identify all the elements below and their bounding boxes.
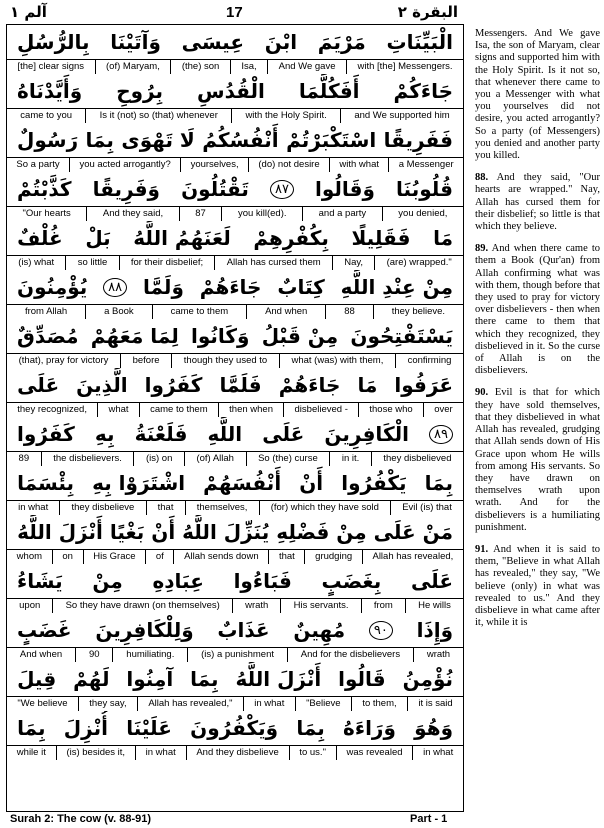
verse-number-marker: ٨٧ bbox=[270, 180, 294, 199]
arabic-word: مِنْ عِنْدِ اللَّهِ bbox=[340, 275, 453, 299]
arabic-word: رَسُولٌ bbox=[17, 128, 79, 152]
translation-column bbox=[475, 28, 600, 639]
verse-number: 90. bbox=[475, 387, 489, 399]
verse-row bbox=[7, 123, 463, 172]
word-gloss: And for the disbelievers bbox=[287, 648, 413, 662]
word-gloss: they believe. bbox=[373, 305, 463, 319]
word-gloss: (for) which they have sold bbox=[259, 501, 391, 515]
arabic-word: لَا تَهْوَى bbox=[121, 128, 195, 152]
verse-text: Messengers. And We gave Isa, the son of Maryam, clear signs and supported him with the Holy Spirit. Is it not so, that whenever there came to you a Messenger with what you yourselves did not desire, you acted arrogantly? So a party (of Messengers) you denied and another party you killed. bbox=[475, 28, 600, 162]
arabic-word: بِمَا bbox=[424, 471, 453, 495]
verse-text: And they said, "Our hearts are wrapped." Nay, Allah has cursed them for their disbelief; so little is that which they believe. bbox=[475, 172, 600, 233]
arabic-line bbox=[7, 74, 463, 108]
word-gloss: with what bbox=[329, 158, 388, 172]
word-gloss: to them, bbox=[351, 697, 407, 711]
word-translation-line bbox=[7, 59, 463, 74]
word-translation-line bbox=[7, 696, 463, 711]
word-gloss: His Grace bbox=[83, 550, 146, 564]
word-gloss: He wills bbox=[405, 599, 463, 613]
arabic-word: فَلَعْنَةُ bbox=[134, 422, 188, 446]
word-gloss: they disbelieved bbox=[371, 452, 463, 466]
word-gloss: a Messenger bbox=[388, 158, 463, 172]
arabic-word: يُنَزِّلَ اللَّهُ bbox=[182, 520, 270, 544]
arabic-word: اللَّهِ bbox=[207, 422, 243, 446]
arabic-line bbox=[7, 270, 463, 304]
arabic-word: أَنْ bbox=[151, 520, 176, 544]
arabic-word: كَفَرُوا bbox=[144, 373, 203, 397]
word-translation-line bbox=[7, 549, 463, 564]
word-translation-line bbox=[7, 157, 463, 172]
arabic-word: مَا bbox=[433, 226, 453, 250]
word-translation-line bbox=[7, 353, 463, 368]
word-translation-line bbox=[7, 451, 463, 466]
arabic-word: الَّذِينَ bbox=[76, 373, 128, 397]
word-gloss: wrath bbox=[232, 599, 281, 613]
arabic-word: أَفَكُلَّمَا bbox=[298, 79, 360, 103]
arabic-word: اشْتَرَوْا بِهِ bbox=[92, 471, 186, 495]
arabic-word: آمِنُوا bbox=[126, 667, 174, 691]
translation-paragraph bbox=[475, 243, 600, 377]
arabic-word: يَكْفُرُوا bbox=[341, 471, 407, 495]
arabic-word: بِمَا bbox=[190, 667, 219, 691]
word-gloss: Allah has cursed them bbox=[214, 256, 332, 270]
verse-row bbox=[7, 662, 463, 711]
arabic-word: الْبَيِّنَاتِ bbox=[386, 30, 453, 54]
word-gloss: came to you bbox=[20, 110, 73, 121]
arabic-word: يَشَاءُ bbox=[17, 569, 63, 593]
word-translation-line bbox=[7, 402, 463, 417]
word-gloss: So (the) curse bbox=[246, 452, 330, 466]
arabic-word: جَاءَكُمْ bbox=[393, 79, 453, 103]
arabic-word: وَرَاءَهُ bbox=[343, 716, 396, 740]
arabic-word: كَفَرُوا bbox=[17, 422, 75, 446]
word-translation-line bbox=[7, 255, 463, 270]
arabic-word: مَنْ bbox=[422, 520, 453, 544]
word-gloss: from Allah bbox=[24, 306, 68, 317]
juz-label: آلم ١ bbox=[10, 3, 47, 21]
word-gloss: "We believe bbox=[17, 698, 68, 709]
word-gloss: whom bbox=[16, 551, 43, 562]
arabic-word: جَاءَهُمْ bbox=[278, 373, 341, 397]
word-gloss: 90 bbox=[75, 648, 112, 662]
word-gloss: on bbox=[52, 550, 83, 564]
verse-text: And when there came to them a Book (Qur'an) from Allah confirming what was with them, though before that they used to pray for victory over disbelievers - then when there came to them that which they recognized, they disbelieved in it. So the curse of Allah is on the disbelievers. bbox=[475, 243, 600, 377]
arabic-word: لَهُمْ bbox=[73, 667, 110, 691]
arabic-word: بِكُفْرِهِمْ bbox=[253, 226, 329, 250]
arabic-word: بَلْ bbox=[85, 226, 111, 250]
word-gloss: yourselves, bbox=[180, 158, 248, 172]
word-gloss: "Our hearts bbox=[22, 208, 71, 219]
word-gloss: (of) Maryam, bbox=[95, 60, 171, 74]
word-gloss: confirming bbox=[395, 354, 463, 368]
arabic-word: عَذَابٌ bbox=[217, 618, 270, 642]
word-gloss: you acted arrogantly? bbox=[69, 158, 180, 172]
page-number: 17 bbox=[226, 4, 243, 21]
arabic-word: وَكَانُوا bbox=[190, 324, 250, 348]
word-gloss: in what bbox=[412, 746, 463, 760]
verse-row bbox=[7, 172, 463, 221]
word-gloss: to us." bbox=[289, 746, 336, 760]
word-gloss: so little bbox=[65, 256, 118, 270]
word-translation-line bbox=[7, 206, 463, 221]
word-gloss: humiliating. bbox=[112, 648, 187, 662]
word-gloss: in what bbox=[243, 697, 295, 711]
arabic-word: أُنْزِلَ bbox=[63, 716, 108, 740]
word-gloss: and a party bbox=[302, 207, 382, 221]
arabic-word: وَأَيَّدْنَاهُ bbox=[17, 79, 83, 103]
translation-paragraph bbox=[475, 387, 600, 533]
arabic-line bbox=[7, 564, 463, 598]
translation-paragraph bbox=[475, 544, 600, 629]
arabic-word: لَعَنَهُمُ اللَّهُ bbox=[133, 226, 231, 250]
verse-row bbox=[7, 564, 463, 613]
word-gloss: (is) on bbox=[133, 452, 184, 466]
word-gloss: those who bbox=[358, 403, 423, 417]
word-gloss: Allah sends down bbox=[173, 550, 268, 564]
arabic-word: يُؤْمِنُونَ bbox=[17, 275, 88, 299]
arabic-word: أَنْزَلَ اللَّهُ bbox=[17, 520, 103, 544]
verse-row bbox=[7, 466, 463, 515]
arabic-word: بِمَا bbox=[85, 128, 114, 152]
word-gloss: though they used to bbox=[171, 354, 279, 368]
word-gloss: you kill(ed). bbox=[221, 207, 302, 221]
word-gloss: (of) Allah bbox=[184, 452, 246, 466]
arabic-word: عَلَى bbox=[17, 373, 60, 397]
surah-footer: Surah 2: The cow (v. 88-91) bbox=[10, 813, 152, 825]
arabic-word: بِالرُّسُلِ bbox=[17, 30, 90, 54]
word-gloss: (that), pray for victory bbox=[18, 355, 109, 366]
word-gloss: in it. bbox=[329, 452, 371, 466]
arabic-line bbox=[7, 417, 463, 451]
arabic-word: عَرَفُوا bbox=[394, 373, 453, 397]
verse-row bbox=[7, 711, 463, 760]
verse-row bbox=[7, 417, 463, 466]
arabic-word: وَآتَيْنَا bbox=[110, 30, 161, 54]
word-gloss: Isa, bbox=[230, 60, 267, 74]
word-gloss: themselves, bbox=[185, 501, 259, 515]
arabic-word: كَذَّبْتُمْ bbox=[17, 177, 72, 201]
arabic-word: مُصَدِّقٌ bbox=[17, 324, 79, 348]
part-footer: Part - 1 bbox=[410, 813, 448, 825]
arabic-word: وَلِلْكَافِرِينَ bbox=[95, 618, 194, 642]
arabic-word: جَاءَهُمْ bbox=[199, 275, 262, 299]
arabic-word: مَرْيَمَ bbox=[317, 30, 366, 54]
word-gloss: from bbox=[361, 599, 405, 613]
word-gloss: "Believe bbox=[295, 697, 351, 711]
word-gloss: with the Holy Spirit. bbox=[231, 109, 340, 123]
arabic-word: بَغْيًا bbox=[109, 520, 145, 544]
word-gloss: with [the] Messengers. bbox=[346, 60, 463, 74]
arabic-line bbox=[7, 662, 463, 696]
word-gloss: Allah has revealed, bbox=[362, 550, 463, 564]
word-gloss: that bbox=[268, 550, 304, 564]
word-gloss: And they said, bbox=[86, 207, 178, 221]
word-translation-line bbox=[7, 304, 463, 319]
arabic-word: أَنْزَلَ اللَّهُ bbox=[235, 667, 322, 691]
word-gloss: wrath bbox=[413, 648, 463, 662]
arabic-word: وَلَمَّا bbox=[143, 275, 184, 299]
arabic-word: ابْنَ bbox=[264, 30, 298, 54]
verse-row bbox=[7, 221, 463, 270]
arabic-line bbox=[7, 25, 463, 59]
word-gloss: for their disbelief; bbox=[119, 256, 215, 270]
arabic-word: عِيسَى bbox=[181, 30, 245, 54]
word-gloss: disbelieved - bbox=[283, 403, 358, 417]
verse-number-marker: ٩٠ bbox=[369, 621, 393, 640]
arabic-line bbox=[7, 319, 463, 353]
verse-number: 91. bbox=[475, 543, 489, 555]
word-gloss: in what bbox=[135, 746, 186, 760]
arabic-word: بِئْسَمَا bbox=[17, 471, 75, 495]
word-gloss: His servants. bbox=[280, 599, 360, 613]
word-gloss: (do) not desire bbox=[248, 158, 329, 172]
arabic-word: بِمَا bbox=[17, 716, 46, 740]
verse-number-marker: ٨٨ bbox=[103, 278, 127, 297]
arabic-word: قِيلَ bbox=[17, 667, 57, 691]
verse-text: Evil is that for which they have sold themselves, that they disbelieved in what Allah has revealed, grudging that Allah sends down of His Grace upon whom He wills from among His servants. So they have drawn on themselves wrath upon wrath. And for the disbelievers is a humiliating punishment. bbox=[475, 387, 601, 533]
arabic-word: مَا bbox=[357, 373, 378, 397]
word-translation-line bbox=[7, 745, 463, 760]
verse-row bbox=[7, 25, 463, 74]
arabic-word: وَفَرِيقًا bbox=[92, 177, 160, 201]
word-gloss: (is) a punishment bbox=[187, 648, 287, 662]
word-gloss: then when bbox=[218, 403, 283, 417]
word-gloss: what bbox=[97, 403, 139, 417]
page-header bbox=[0, 0, 470, 24]
arabic-word: مِنْ قَبْلُ bbox=[261, 324, 339, 348]
verse-row bbox=[7, 319, 463, 368]
word-gloss: over bbox=[423, 403, 463, 417]
arabic-line bbox=[7, 515, 463, 549]
arabic-word: وَإِذَا bbox=[416, 618, 453, 642]
arabic-word: عِبَادِهِ bbox=[152, 569, 204, 593]
arabic-line bbox=[7, 466, 463, 500]
arabic-word: عَلَى bbox=[262, 422, 305, 446]
word-gloss: And We gave bbox=[267, 60, 346, 74]
arabic-word: بِمَا bbox=[296, 716, 325, 740]
word-gloss: 89 bbox=[18, 453, 30, 464]
arabic-word: فَفَرِيقًا bbox=[383, 128, 453, 152]
arabic-word: نُؤْمِنُ bbox=[402, 667, 453, 691]
word-gloss: of bbox=[145, 550, 173, 564]
arabic-word: مِنْ فَضْلِهِ bbox=[276, 520, 367, 544]
word-gloss: you denied, bbox=[382, 207, 463, 221]
word-gloss: (the) son bbox=[170, 60, 229, 74]
verse-row bbox=[7, 515, 463, 564]
word-gloss: (is) besides it, bbox=[56, 746, 135, 760]
word-gloss: a Book bbox=[85, 305, 151, 319]
arabic-word: أَنْفُسُكُمُ bbox=[202, 128, 279, 152]
arabic-word: بِرُوحِ bbox=[116, 79, 163, 103]
arabic-word: وَقَالُوا bbox=[315, 177, 375, 201]
arabic-word: عَلَيْنَا bbox=[126, 716, 172, 740]
word-gloss: Nay, bbox=[332, 256, 374, 270]
word-gloss: came to them bbox=[152, 305, 246, 319]
word-gloss: came to them bbox=[139, 403, 218, 417]
word-gloss: the disbelievers. bbox=[41, 452, 134, 466]
word-gloss: Is it (not) so (that) whenever bbox=[85, 109, 231, 123]
word-gloss: And when bbox=[19, 649, 63, 660]
verse-text: And when it is said to them, "Believe in what Allah has revealed," they say, "We believe (only) in what was revealed to us." And they disbelieve in what came after it, while it is bbox=[475, 543, 601, 629]
word-gloss: upon bbox=[19, 600, 41, 611]
verse-number: 88. bbox=[475, 172, 489, 184]
word-gloss: 88 bbox=[325, 305, 372, 319]
word-gloss: and We supported him bbox=[340, 109, 463, 123]
arabic-word: بِهِ bbox=[94, 422, 115, 446]
word-translation-line bbox=[7, 647, 463, 662]
word-gloss: Allah has revealed," bbox=[137, 697, 243, 711]
word-gloss: while it bbox=[16, 747, 46, 758]
word-gloss: in what bbox=[18, 502, 49, 513]
word-gloss: before bbox=[120, 354, 171, 368]
translation-paragraph bbox=[475, 172, 600, 233]
arabic-word: أَنْفُسَهُمْ bbox=[203, 471, 282, 495]
word-gloss: 87 bbox=[179, 207, 222, 221]
verse-row bbox=[7, 74, 463, 123]
arabic-word: بِغَضَبٍ bbox=[321, 569, 382, 593]
arabic-word: كِتَابٌ bbox=[277, 275, 325, 299]
word-gloss: [the] clear signs bbox=[17, 61, 85, 72]
word-translation-line bbox=[7, 108, 463, 123]
word-translation-line bbox=[7, 500, 463, 515]
word-gloss: And they disbelieve bbox=[186, 746, 289, 760]
arabic-word: فَبَاءُوا bbox=[233, 569, 292, 593]
word-gloss: And when bbox=[246, 305, 325, 319]
arabic-word: لِمَا مَعَهُمْ bbox=[90, 324, 179, 348]
verse-number: 89. bbox=[475, 243, 489, 255]
arabic-word: مِنْ bbox=[92, 569, 123, 593]
arabic-word: أَنْ bbox=[299, 471, 324, 495]
arabic-line bbox=[7, 711, 463, 745]
word-gloss: what (was) with them, bbox=[279, 354, 395, 368]
word-by-word-panel bbox=[6, 24, 464, 812]
arabic-word: غُلْفٌ bbox=[17, 226, 63, 250]
word-gloss: Evil (is) that bbox=[390, 501, 463, 515]
word-gloss: they say, bbox=[78, 697, 137, 711]
word-gloss: grudging bbox=[304, 550, 361, 564]
arabic-word: قَالُوا bbox=[338, 667, 386, 691]
arabic-word: مُهِينٌ bbox=[293, 618, 346, 642]
arabic-line bbox=[7, 172, 463, 206]
arabic-word: اسْتَكْبَرْتُمْ bbox=[286, 128, 377, 152]
word-gloss: (are) wrapped." bbox=[374, 256, 463, 270]
arabic-word: فَقَلِيلًا bbox=[351, 226, 411, 250]
arabic-word: تَقْتُلُونَ bbox=[181, 177, 249, 201]
word-gloss: So they have drawn (on themselves) bbox=[52, 599, 232, 613]
arabic-word: الْكَافِرِينَ bbox=[324, 422, 409, 446]
verse-row bbox=[7, 270, 463, 319]
arabic-line bbox=[7, 221, 463, 255]
arabic-word: يَسْتَفْتِحُونَ bbox=[350, 324, 453, 348]
translation-paragraph bbox=[475, 28, 600, 162]
word-gloss: it is said bbox=[407, 697, 463, 711]
word-gloss: they recognized, bbox=[17, 404, 87, 415]
arabic-word: عَلَى bbox=[373, 520, 416, 544]
word-gloss: So a party bbox=[16, 159, 60, 170]
arabic-word: وَهُوَ bbox=[414, 716, 453, 740]
verse-number-marker: ٨٩ bbox=[429, 425, 453, 444]
surah-label: البقرة ٢ bbox=[397, 3, 458, 21]
arabic-line bbox=[7, 613, 463, 647]
verse-row bbox=[7, 613, 463, 662]
arabic-word: عَلَى bbox=[410, 569, 453, 593]
verse-row bbox=[7, 368, 463, 417]
arabic-word: غَضَبٍ bbox=[17, 618, 72, 642]
arabic-word: قُلُوبُنَا bbox=[396, 177, 453, 201]
arabic-word: فَلَمَّا bbox=[219, 373, 262, 397]
arabic-line bbox=[7, 368, 463, 402]
arabic-line bbox=[7, 123, 463, 157]
arabic-word: الْقُدُسِ bbox=[196, 79, 265, 103]
word-gloss: (is) what bbox=[18, 257, 55, 268]
word-gloss: they disbelieve bbox=[59, 501, 145, 515]
arabic-word: وَيَكْفُرُونَ bbox=[190, 716, 279, 740]
word-gloss: was revealed bbox=[336, 746, 413, 760]
word-translation-line bbox=[7, 598, 463, 613]
word-gloss: that bbox=[146, 501, 185, 515]
